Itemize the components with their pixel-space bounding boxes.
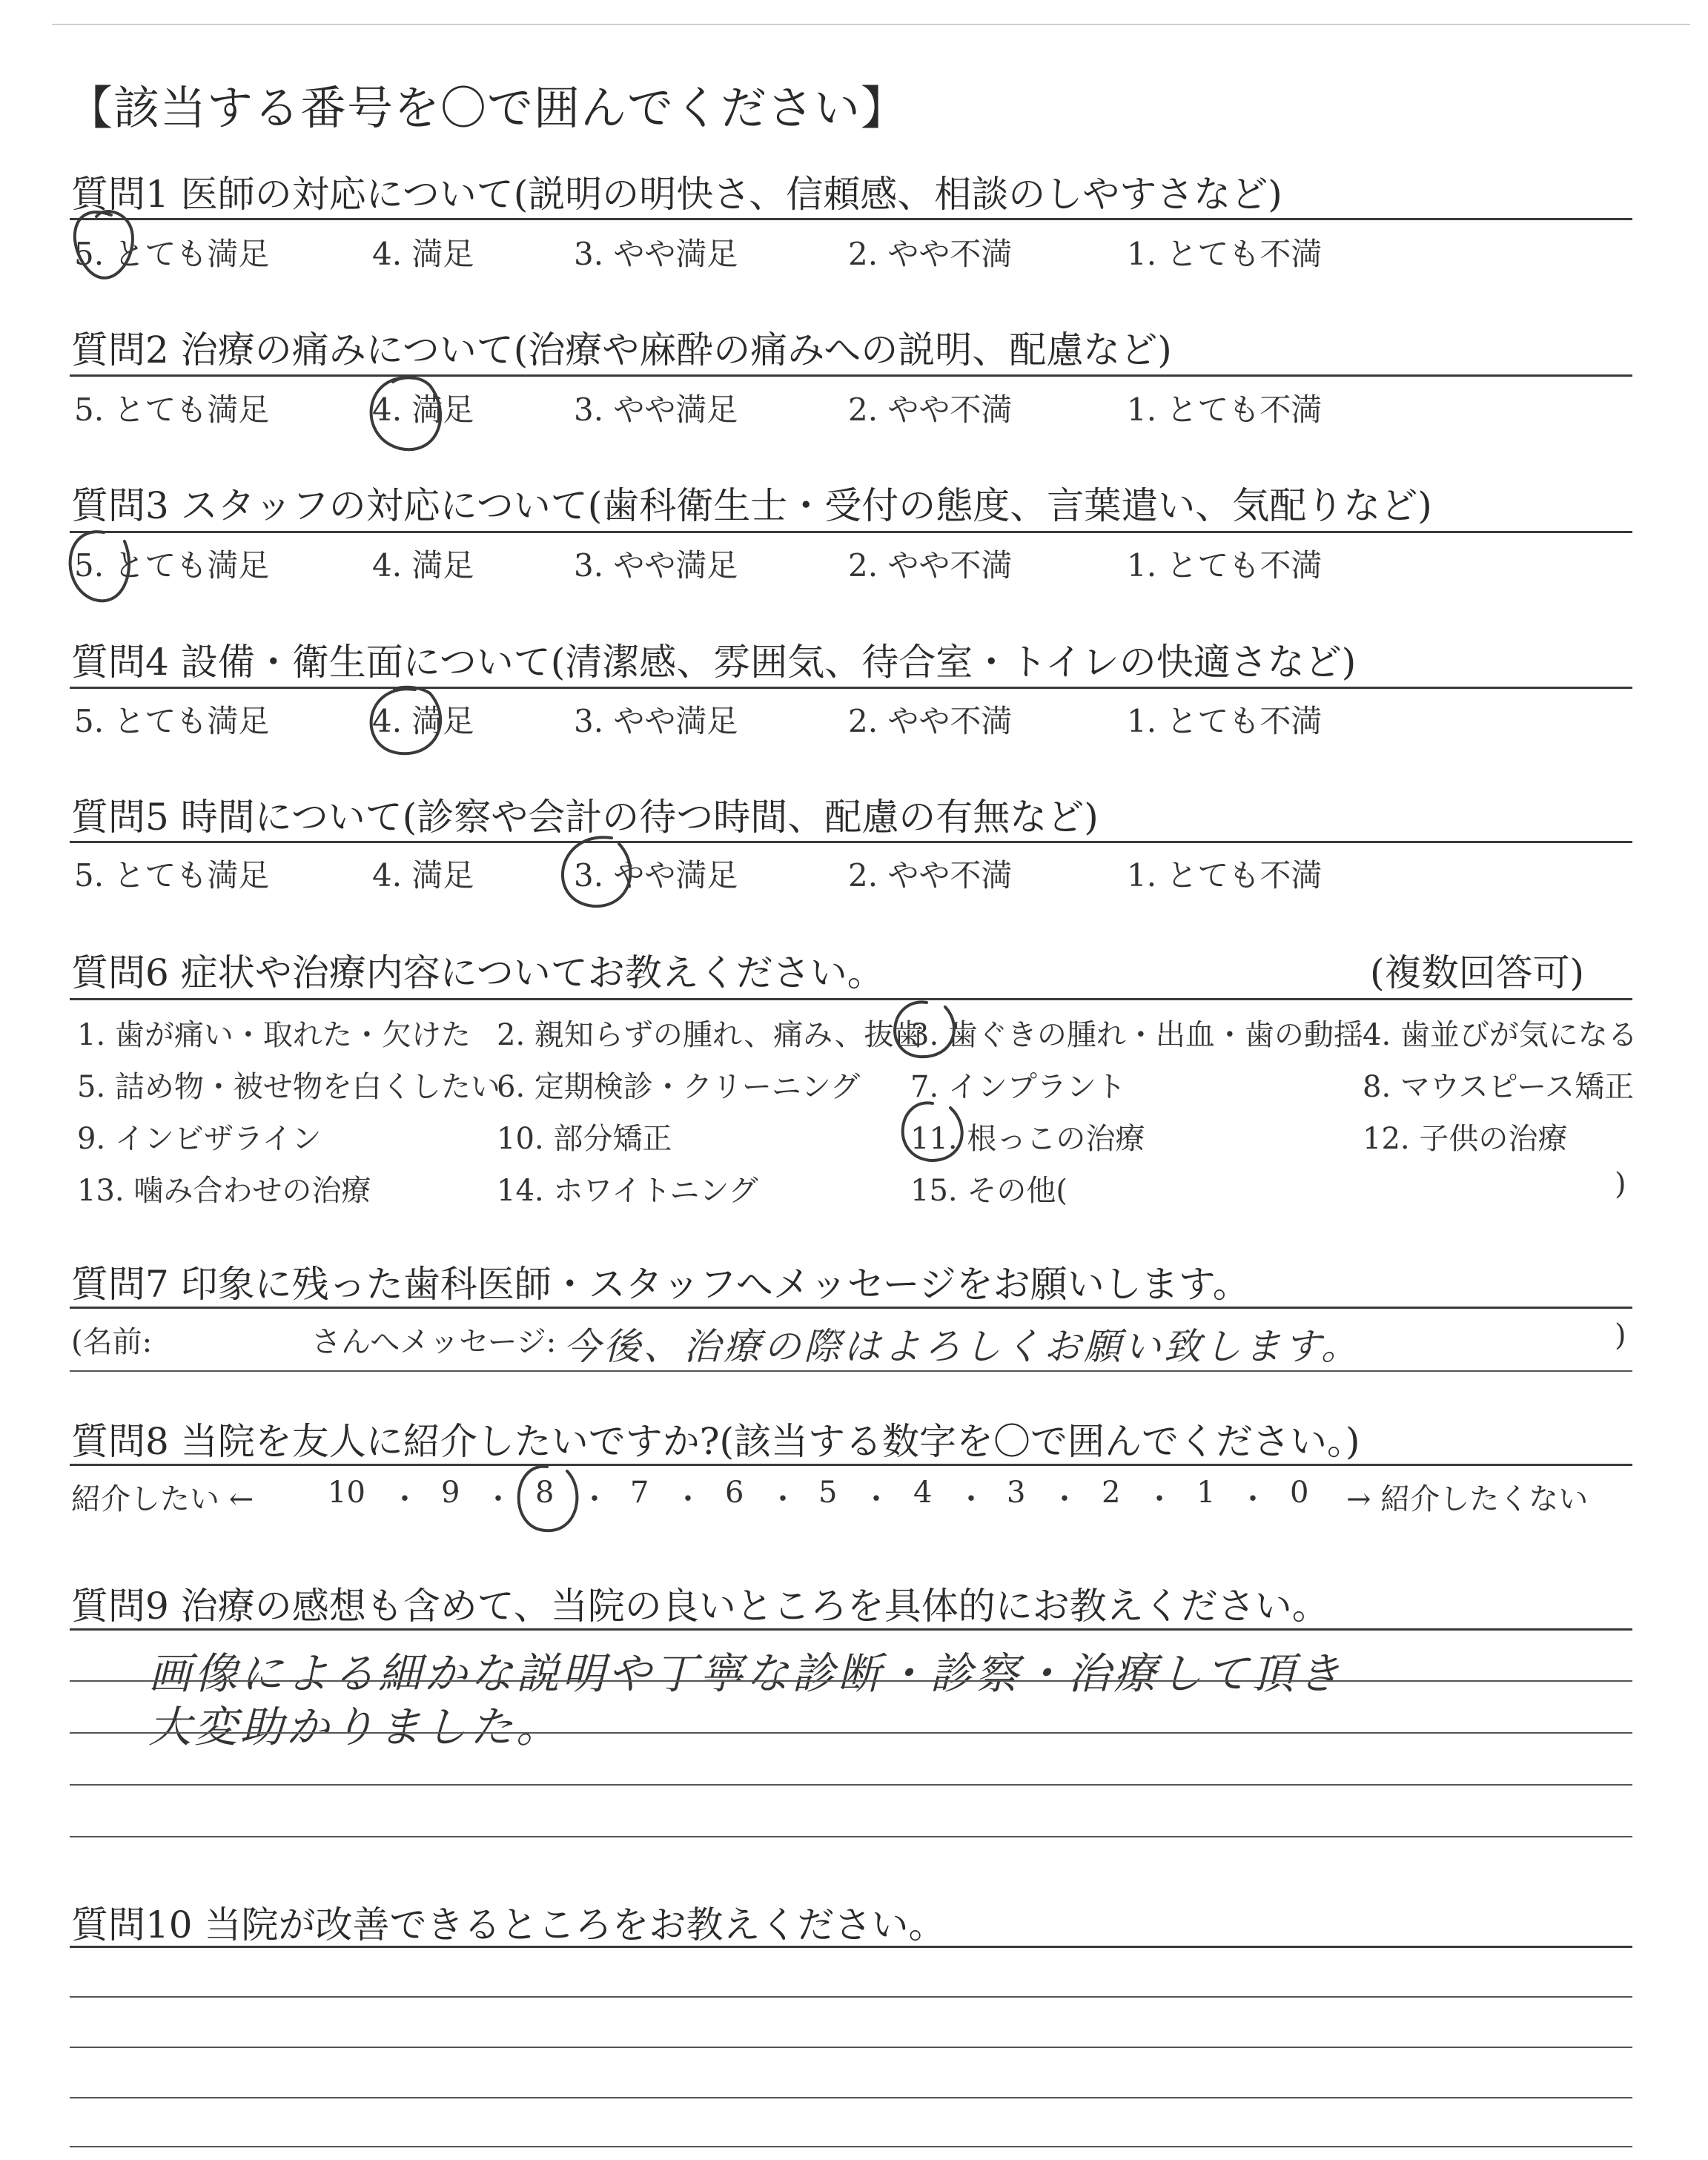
q8-score-7[interactable]: 7 <box>630 1476 649 1510</box>
q2-selection-circle <box>371 377 440 449</box>
q1-option-2[interactable]: 2. やや不満 <box>848 236 1013 272</box>
q8-score-2[interactable]: 2 <box>1102 1476 1121 1510</box>
q9-answer-line-1[interactable]: 画像による細かな説明や丁寧な診断・診察・治療して頂き <box>148 1648 1344 1699</box>
q6-option-8[interactable]: 8. マウスピース矯正 <box>1363 1070 1635 1104</box>
q6-option-13[interactable]: 13. 噛み合わせの治療 <box>77 1174 371 1208</box>
q8-right-label: → 紹介したくない <box>1346 1482 1589 1516</box>
q2-option-3[interactable]: 3. やや満足 <box>574 392 738 428</box>
q6-option-7[interactable]: 7. インプラント <box>910 1070 1126 1104</box>
question-8-label: 質問8 当院を友人に紹介したいですか?(該当する数字を〇で囲んでください。) <box>71 1420 1360 1463</box>
q6-selection-circle-3 <box>895 1003 954 1057</box>
q6-option-10[interactable]: 10. 部分矯正 <box>497 1122 672 1156</box>
question-5-label: 質問5 時間について(診察や会計の待つ時間、配慮の有無など) <box>71 796 1099 839</box>
q6-option-14[interactable]: 14. ホワイトニング <box>497 1174 758 1208</box>
q8-score-5[interactable]: 5 <box>818 1476 838 1510</box>
q5-option-1[interactable]: 1. とても不満 <box>1127 857 1323 894</box>
q8-score-9[interactable]: 9 <box>441 1476 460 1510</box>
q6-option-1[interactable]: 1. 歯が痛い・取れた・欠けた <box>77 1018 471 1052</box>
q1-option-4[interactable]: 4. 満足 <box>372 236 474 272</box>
q6-selection-circle-11 <box>903 1103 962 1160</box>
question-3-label: 質問3 スタッフの対応について(歯科衛生士・受付の態度、言葉遣い、気配りなど) <box>71 484 1432 527</box>
scale-separator-dot: ・ <box>1238 1482 1268 1516</box>
q7-close: ) <box>1615 1318 1626 1353</box>
scale-separator-dot: ・ <box>768 1482 798 1516</box>
question-10-label: 質問10 当院が改善できるところをお教えください。 <box>71 1903 946 1946</box>
scale-separator-dot: ・ <box>861 1482 891 1516</box>
q4-option-2[interactable]: 2. やや不満 <box>848 703 1013 739</box>
q3-option-4[interactable]: 4. 満足 <box>372 547 474 584</box>
q8-score-10[interactable]: 10 <box>328 1476 365 1510</box>
question-6-note: (複数回答可) <box>1370 951 1585 994</box>
q6-option-15[interactable]: 15. その他( <box>910 1174 1068 1208</box>
q1-option-1[interactable]: 1. とても不満 <box>1127 236 1323 272</box>
q6-option-3[interactable]: 3. 歯ぐきの腫れ・出血・歯の動揺 <box>910 1018 1363 1052</box>
q1-option-5[interactable]: 5. とても満足 <box>74 236 270 272</box>
instruction-title: 【該当する番号を〇で囲んでください】 <box>67 81 908 135</box>
scale-separator-dot: ・ <box>673 1482 703 1516</box>
q5-option-5[interactable]: 5. とても満足 <box>74 857 270 894</box>
q8-score-0[interactable]: 0 <box>1290 1476 1309 1510</box>
q4-option-1[interactable]: 1. とても不満 <box>1127 703 1323 739</box>
q6-option-15-close: ) <box>1615 1167 1626 1201</box>
q8-selection-circle <box>519 1467 577 1530</box>
q5-option-2[interactable]: 2. やや不満 <box>848 857 1013 894</box>
q2-option-1[interactable]: 1. とても不満 <box>1127 392 1323 428</box>
q5-selection-circle <box>563 837 630 906</box>
q2-option-5[interactable]: 5. とても満足 <box>74 392 270 428</box>
q7-name-label: (名前: <box>71 1325 153 1359</box>
q7-message-label: さんへメッセージ: <box>311 1325 557 1359</box>
q8-score-8[interactable]: 8 <box>535 1476 555 1510</box>
q6-option-12[interactable]: 12. 子供の治療 <box>1363 1122 1568 1156</box>
question-6-label: 質問6 症状や治療内容についてお教えください。 <box>71 951 884 994</box>
q6-option-5[interactable]: 5. 詰め物・被せ物を白くしたい <box>77 1070 500 1104</box>
q8-left-label: 紹介したい ← <box>71 1482 254 1516</box>
q8-score-4[interactable]: 4 <box>913 1476 933 1510</box>
question-9-label: 質問9 治療の感想も含めて、当院の良いところを具体的にお教えください。 <box>71 1585 1329 1628</box>
q3-option-5[interactable]: 5. とても満足 <box>74 547 270 584</box>
q3-option-1[interactable]: 1. とても不満 <box>1127 547 1323 584</box>
q3-selection-circle <box>70 532 129 601</box>
q7-message[interactable]: 今後、治療の際はよろしくお願い致します。 <box>563 1325 1361 1368</box>
q6-option-2[interactable]: 2. 親知らずの腫れ、痛み、抜歯 <box>497 1018 924 1052</box>
q8-score-3[interactable]: 3 <box>1007 1476 1026 1510</box>
question-7-label: 質問7 印象に残った歯科医師・スタッフへメッセージをお願いします。 <box>71 1263 1250 1306</box>
q2-option-4[interactable]: 4. 満足 <box>372 392 474 428</box>
q5-option-3[interactable]: 3. やや満足 <box>574 857 738 894</box>
q2-option-2[interactable]: 2. やや不満 <box>848 392 1013 428</box>
q4-option-5[interactable]: 5. とても満足 <box>74 703 270 739</box>
q5-option-4[interactable]: 4. 満足 <box>372 857 474 894</box>
scale-separator-dot: ・ <box>1145 1482 1174 1516</box>
q4-option-4[interactable]: 4. 満足 <box>372 703 474 739</box>
q6-option-4[interactable]: 4. 歯並びが気になる <box>1363 1018 1638 1052</box>
scale-separator-dot: ・ <box>390 1482 420 1516</box>
question-2-label: 質問2 治療の痛みについて(治療や麻酔の痛みへの説明、配慮など) <box>71 328 1172 371</box>
q4-option-3[interactable]: 3. やや満足 <box>574 703 738 739</box>
scale-separator-dot: ・ <box>483 1482 513 1516</box>
q1-option-3[interactable]: 3. やや満足 <box>574 236 738 272</box>
q6-option-6[interactable]: 6. 定期検診・クリーニング <box>497 1070 861 1104</box>
scale-separator-dot: ・ <box>1050 1482 1079 1516</box>
question-4-label: 質問4 設備・衛生面について(清潔感、雰囲気、待合室・トイレの快適さなど) <box>71 641 1357 684</box>
q8-score-1[interactable]: 1 <box>1196 1476 1216 1510</box>
q8-score-6[interactable]: 6 <box>725 1476 744 1510</box>
q9-answer-line-2[interactable]: 大変助かりました。 <box>148 1702 563 1752</box>
q3-option-3[interactable]: 3. やや満足 <box>574 547 738 584</box>
scale-separator-dot: ・ <box>956 1482 986 1516</box>
scale-separator-dot: ・ <box>580 1482 609 1516</box>
q1-selection-circle <box>75 211 133 278</box>
q6-option-9[interactable]: 9. インビザライン <box>77 1122 322 1156</box>
q4-selection-circle <box>371 687 440 754</box>
question-1-label: 質問1 医師の対応について(説明の明快さ、信頼感、相談のしやすさなど) <box>71 173 1282 216</box>
q3-option-2[interactable]: 2. やや不満 <box>848 547 1013 584</box>
q6-option-11[interactable]: 11. 根っこの治療 <box>910 1122 1145 1156</box>
